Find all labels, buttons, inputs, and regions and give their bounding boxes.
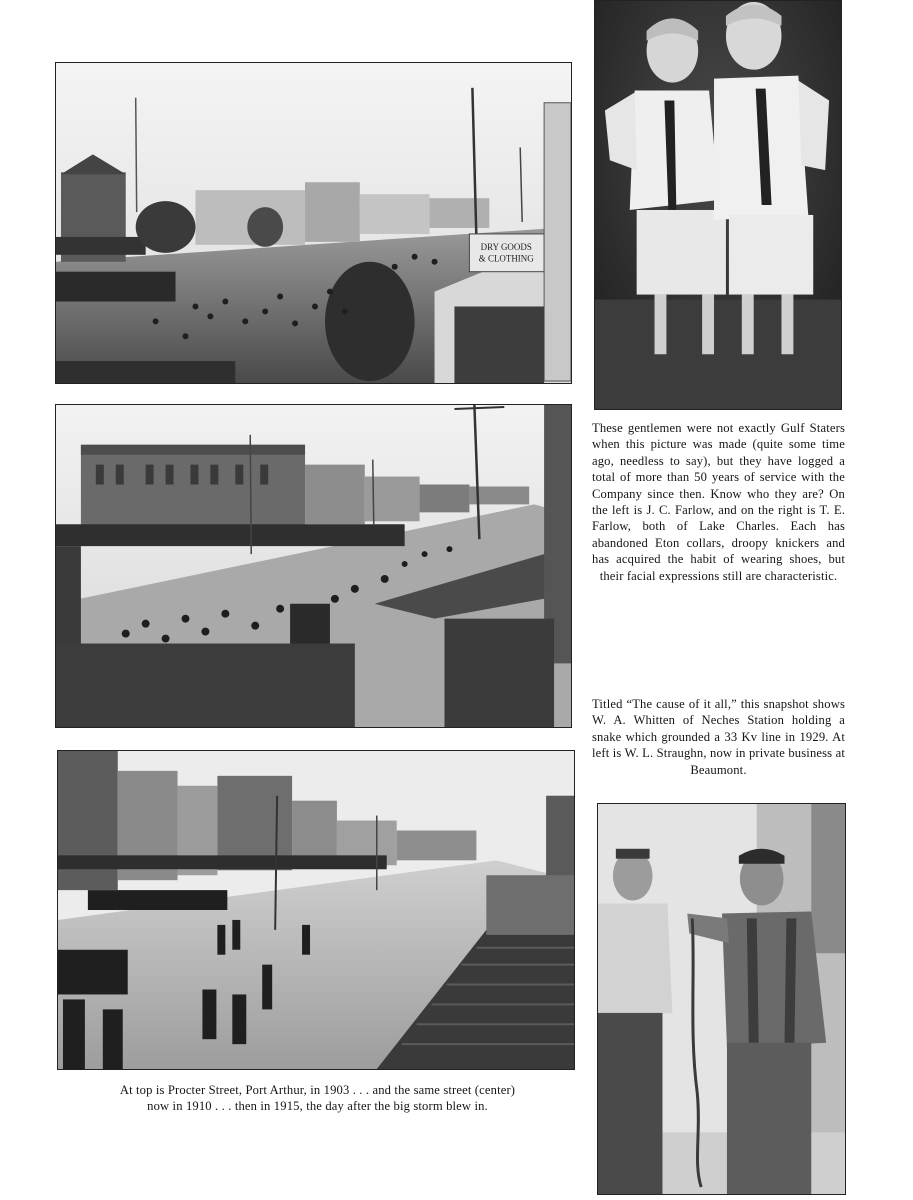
procter-street-caption [55,1082,580,1115]
procter-caption-line-1: At top is Procter Street, Port Arthur, in 1903 . . . and the same street (center) [119,1083,516,1097]
photo-procter-street-1910 [55,404,572,728]
farlow-caption: These gentlemen were not exactly Gulf Staters when this picture was made (quite some time ago, needless to say), but they have logged a total of more than 50 years of service with the Company since then. Know who they are? On the left is J. C. Farlow, and on the right is T. E. Farlow, both of Lake Charles. Each has abandoned Eton collars, droopy knickers and has acquired the habit of wearing shoes, but their facial expressions still are characteristic. [592,421,845,583]
photo-farlow-boys [594,0,842,410]
clothing-sign: & CLOTHING [478,253,534,264]
dry-goods-sign: DRY GOODS [480,241,532,252]
photo-snake-whitten-straughn [597,803,846,1195]
snake-caption: Titled “The cause of it all,” this snapshot shows W. A. Whitten of Neches Station holding a snake which grounded a 33 Kv line in 1929. At left is W. L. Straughn, now in private business at Beaumont. [592,697,845,777]
photo-procter-street-1915-flood [57,750,575,1070]
photo-procter-street-1903 [55,62,572,384]
procter-caption-line-2: now in 1910 . . . then in 1915, the day after the big storm blew in. [147,1099,488,1114]
